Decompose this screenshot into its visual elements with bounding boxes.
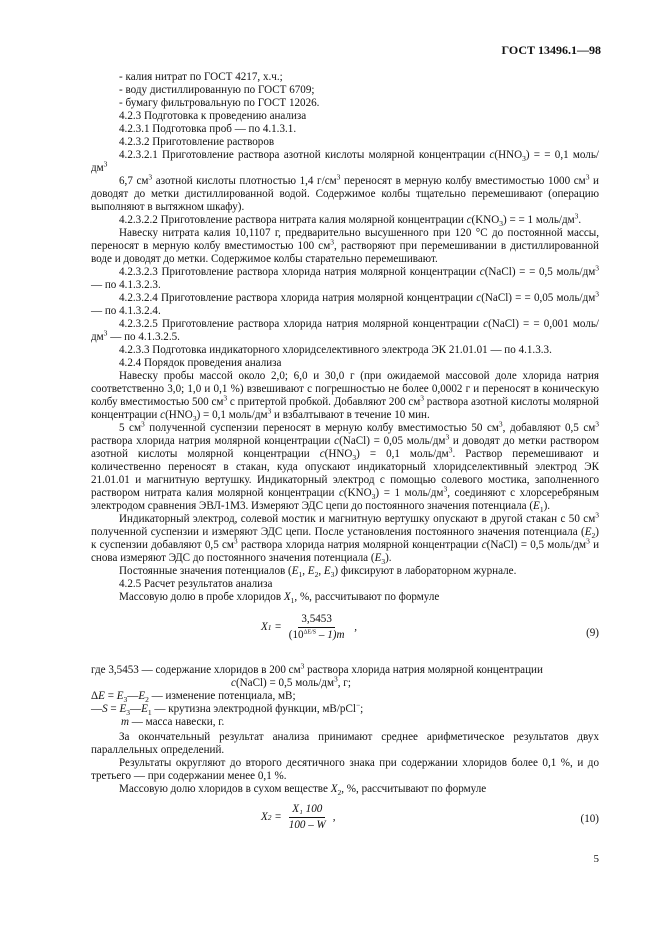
list-item: - калия нитрат по ГОСТ 4217, х.ч.; (119, 71, 283, 83)
paragraph: За окончательный результат анализа принимают среднее арифметическое результатов двух параллельных определений. (91, 731, 599, 756)
formula-10-expression: X 2 = $\frac{\text{X₁ 100}}{100 - W}$ , (261, 803, 336, 831)
section-heading: 4.2.4 Порядок проведения анализа (119, 357, 282, 369)
formula-10-number: (10) (580, 813, 599, 825)
paragraph: Результаты округляют до второго десятичного знака при содержании хлоридов более 0,1 %, и до третьего — при содержании менее 0,1 %. (91, 757, 599, 782)
page-number: 5 (593, 853, 599, 865)
section-heading: 4.2.3 Подготовка к проведению анализа (119, 110, 307, 122)
paragraph-4-2-3-2-4: 4.2.3.2.4 Приготовление раствора хлорида натрия молярной концентрации c(NaCl) = = 0,05 моль/$дм^3$ — по 4.1.3.2.4. (91, 289, 600, 317)
formula-10-denominator: 100 – W (288, 819, 326, 831)
paragraph-4-2-3-2-3: 4.2.3.2.3 Приготовление раствора хлорида натрия молярной концентрации c(NaCl) = = 0,5 моль/$дм^3$ — по 4.1.3.2.3. (91, 263, 600, 291)
list-item: - бумагу фильтровальную по ГОСТ 12026. (119, 97, 320, 109)
paragraph: 5 $см^3$ полученной суспензии переносят в мерную колбу вместимостью 50 $см^3$, добавляют 0,5 $см^3$ раствора хлорида натрия молярной концентрации c(NaCl) = 0,05 моль/$дм^3$ и доводят до метки раствором азотной кислоты молярной концентрации $c(HNO_3) = 0,1$ моль/$дм^3$. Раствор перемешивают и количественно переносят в стакан, куда опускают индикаторный хлоридселективный электрод ЭК 21.01.01 и магнитную вертушку. Индикаторный электрод с помощью солевого мостика, заполненного раствором нитрата калия молярной концентрации $c(KNO_3) = 1$ моль/$дм^3$, соединяют с хлорсеребряным электродом сравнения ЭВЛ-1М3. Измеряют ЭДС цепи до постоянного значения потенциала $(E_1)$. (91, 419, 600, 515)
paragraph-4-2-3-2-2: 4.2.3.2.2 Приготовление раствора нитрата калия молярной концентрации $c(KNO_3)$ = = 1 моль/$дм^3$. (119, 211, 582, 229)
formula-9-expression: X 1 = $\frac{3,5453}{(10^{\Delta E/S} - 1)m}$ , (261, 613, 358, 641)
paragraph: Индикаторный электрод, солевой мостик и магнитную вертушку опускают в другой стакан с 50 $см^3$ полученной суспензии и измеряют ЭДС цепи. После установления постоянного значения потенциала $(E_2)$ к суспензии добавляют 0,5 $см^3$ раствора хлорида натрия молярной концентрации c(NaCl) = 0,5 моль/$дм^3$ и снова измеряют ЭДС до постоянного значения потенциала $(E_3)$. (91, 510, 599, 567)
where-clause: $\Delta E = E_3—E_2$ — изменение потенциала, мВ; (91, 690, 296, 705)
where-clause: c(NaCl) = 0,5 моль/$дм^3$, г; (231, 674, 351, 689)
where-clause: где 3,5453 — содержание хлоридов в 200 $см^3$ раствора хлорида натрия молярной концентрации (91, 661, 543, 676)
paragraph: Навеску нитрата калия 10,1107 г, предварительно высушенного при 120 °С до постоянной массы, переносят в мерную колбу вместимостью 100 $см^3$, растворяют при перемешивании в дистиллированной воде и доводят до метки. Содержимое колбы старательно перемешивают. (91, 227, 599, 265)
page-header: ГОСТ 13496.1—98 (501, 43, 601, 57)
paragraph-4-2-3-2-1: 4.2.3.2.1 Приготовление раствора азотной кислоты молярной концентрации $c(HNO_3)$ = = 0,1 моль/$дм^3$ (91, 149, 599, 174)
where-clause: m — масса навески, г. (121, 716, 225, 728)
formula-10-numerator: X₁ 100 (289, 803, 325, 818)
section-heading: 4.2.3.3 Подготовка индикаторного хлоридселективного электрода ЭК 21.01.01 — по 4.1.3.3. (119, 344, 552, 356)
section-heading: 4.2.3.2 Приготовление растворов (119, 136, 275, 148)
formula-10 (91, 801, 599, 837)
paragraph: Массовую долю в пробе хлоридов $X_1$, %, рассчитывают по формуле (119, 591, 440, 606)
paragraph: Навеску пробы массой около 2,0; 6,0 и 30,0 г (при ожидаемой массовой доле хлорида натрия соответственно 3,0; 1,0 и 0,1 %) взвешивают с погрешностью не более 0,0002 г и переносят в коническую колбу вместимостью 500 $см^3$ с притертой пробкой. Добавляют 200 $см^3$ раствора азотной кислоты молярной концентрации $c(HNO_3) = 0,1$ моль/$дм^3$ и взбалтывают в течение 10 мин. (91, 370, 599, 424)
formula-9-number: (9) (586, 627, 599, 639)
document-body (91, 71, 599, 842)
formula-9-numerator: 3,5453 (298, 613, 335, 628)
section-heading: 4.2.5 Расчет результатов анализа (119, 578, 273, 590)
where-clause: —S = $E_3—E_1$ — крутизна электродной функции, мВ/рCl−; (91, 700, 364, 718)
paragraph-4-2-3-2-5: 4.2.3.2.5 Приготовление раствора хлорида натрия молярной концентрации c(NaCl) = = 0,001 моль/$дм^3$ — по 4.1.3.2.5. (91, 318, 599, 343)
paragraph: Постоянные значения потенциалов ($E_1$, $E_2$, $E_3$) фиксируют в лабораторном журнале. (119, 565, 517, 580)
formula-9 (91, 609, 599, 659)
list-item: - воду дистиллированную по ГОСТ 6709; (119, 84, 315, 96)
section-heading: 4.2.3.1 Подготовка проб — по 4.1.3.1. (119, 123, 297, 135)
paragraph: Массовую долю хлоридов в сухом веществе $X_2$, %, рассчитывают по формуле (119, 783, 487, 798)
paragraph: 6,7 $см^3$ азотной кислоты плотностью 1,4 $г/см^3$ переносят в мерную колбу вместимостью 1000 $см^3$ и доводят до метки дистиллированной водой. Содержимое колбы тщательно перемешивают (операцию выполняют в вытяжном шкафу). (91, 172, 599, 213)
formula-9-denominator: $(10^{\Delta E/S} - 1)m$ (288, 629, 345, 641)
